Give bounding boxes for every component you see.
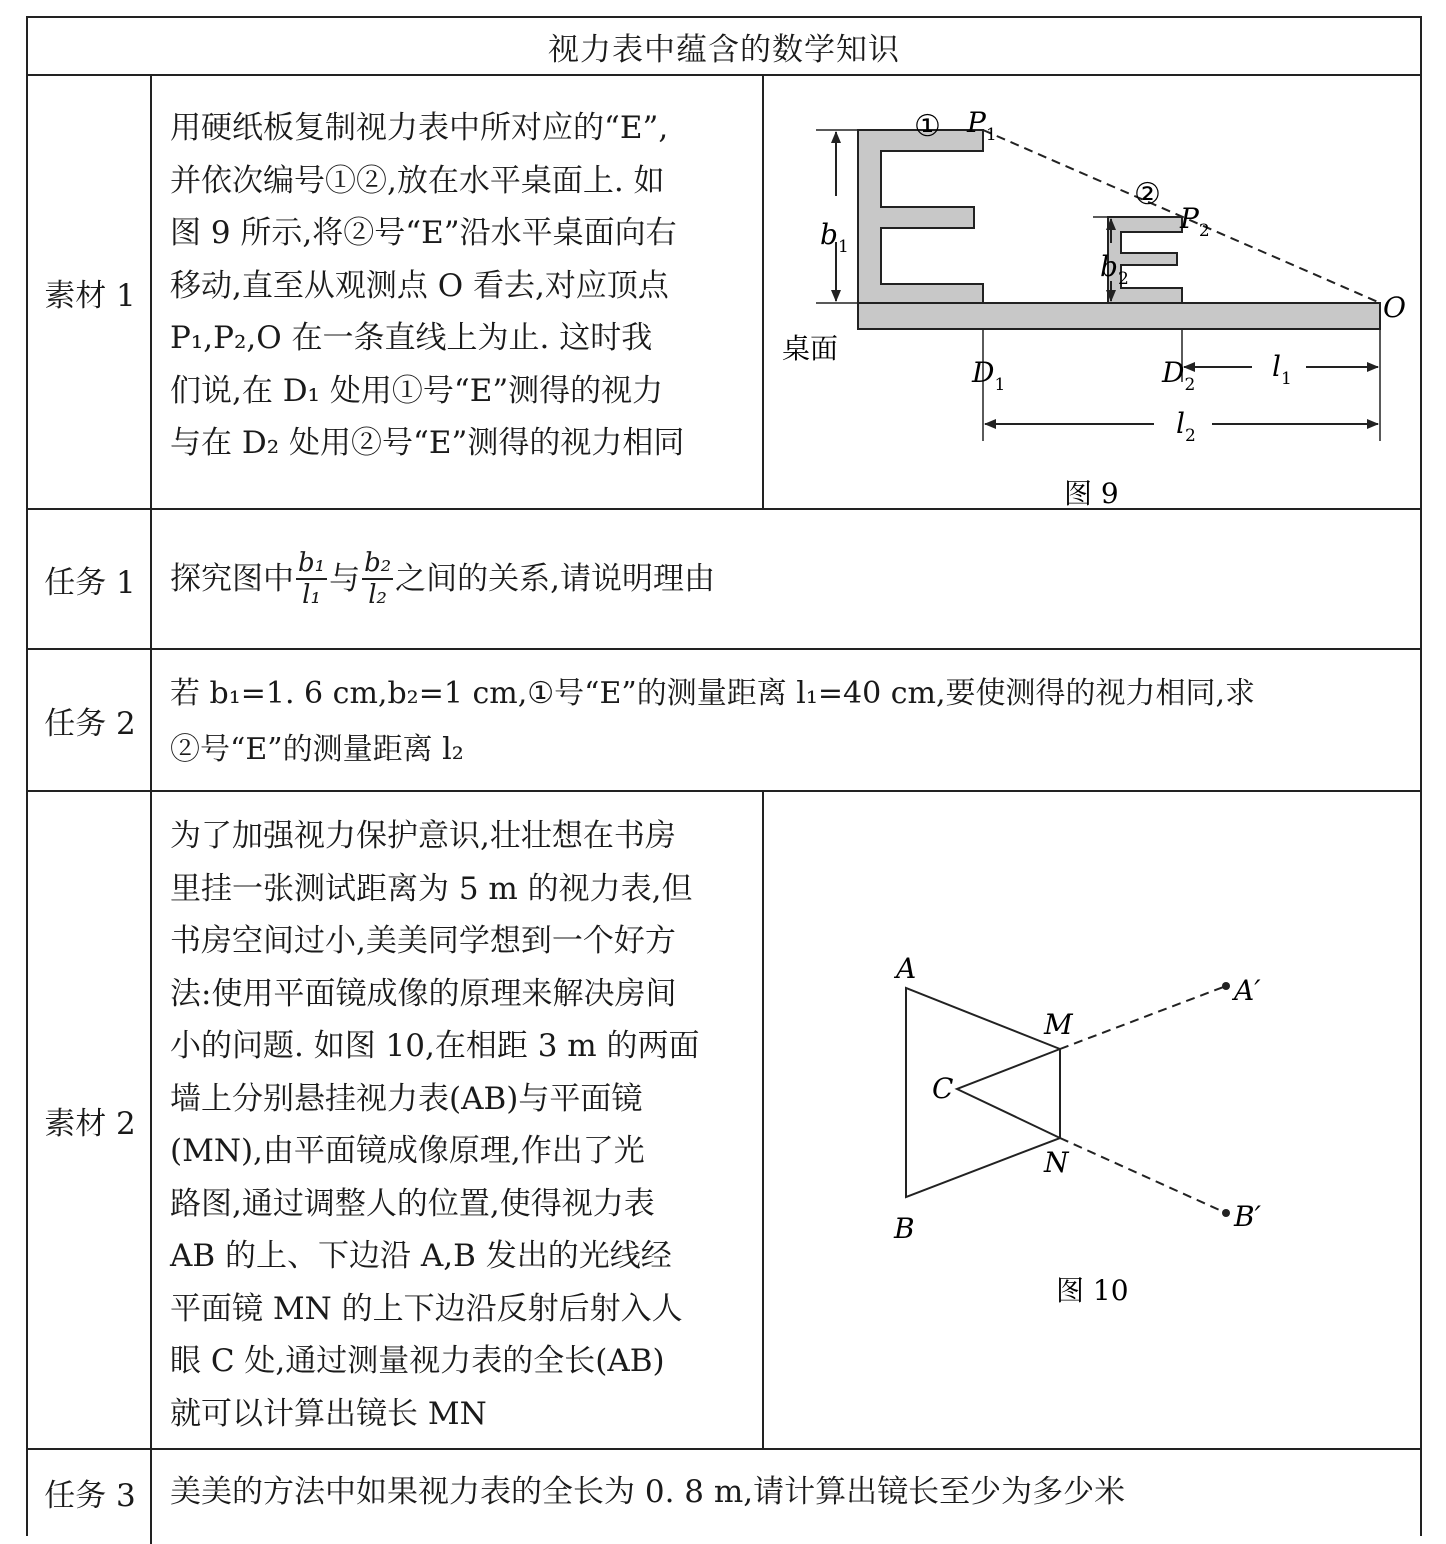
figure-9-caption: 图 9 — [1064, 477, 1119, 506]
label-p2: $P_2$ — [1180, 202, 1210, 241]
dashed-line-n-b2 — [1060, 1138, 1226, 1213]
material1-line: 们说,在 D₁ 处用①号“E”测得的视力 — [170, 372, 664, 409]
label-d2: $D_2$ — [1162, 356, 1196, 395]
label-n: N — [1044, 1146, 1069, 1179]
material1-line: 并依次编号①②,放在水平桌面上. 如 — [170, 162, 665, 199]
material1-text — [170, 102, 762, 470]
material1-label: 素材 1 — [44, 277, 136, 314]
fraction-numerator: b₂ — [364, 548, 392, 578]
point-b-prime — [1222, 1209, 1230, 1217]
label-circle-1: ① — [914, 109, 941, 144]
material2-text — [170, 810, 762, 1440]
task1-text-mid: 与 — [329, 560, 361, 597]
label-b: B — [894, 1212, 915, 1245]
task2-label: 任务 2 — [44, 705, 136, 742]
label-m: M — [1044, 1008, 1073, 1041]
task1-text-after: 之间的关系,请说明理由 — [395, 560, 716, 597]
material2-line: 墙上分别悬挂视力表(AB)与平面镜 — [170, 1080, 643, 1117]
label-c: C — [932, 1072, 954, 1105]
label-b-prime: B′ — [1234, 1200, 1261, 1233]
material2-line: 书房空间过小,美美同学想到一个好方 — [170, 923, 676, 959]
material1-line: 用硬纸板复制视力表中所对应的“E”, — [170, 110, 669, 146]
figure-10-diagram — [764, 792, 1420, 1448]
point-a-prime — [1222, 982, 1230, 990]
material1-line: 图 9 所示,将②号“E”沿水平桌面向右 — [170, 215, 677, 251]
task3-text: 美美的方法中如果视力表的全长为 0. 8 m,请计算出镜长至少为多少米 — [170, 1473, 1126, 1510]
label-desk: 桌面 — [782, 332, 839, 365]
label-d1: $D_1$ — [972, 356, 1006, 395]
label-b1: $b_1$ — [820, 218, 849, 257]
material2-line: 路图,通过调整人的位置,使得视力表 — [170, 1185, 655, 1222]
table-title: 视力表中蕴含的数学知识 — [548, 31, 900, 68]
trapezoid-abmn — [906, 988, 1060, 1197]
material1-line: 与在 D₂ 处用②号“E”测得的视力相同 — [170, 425, 685, 461]
label-b2: $b_2$ — [1100, 250, 1129, 289]
label-l2: $l_2$ — [1176, 407, 1196, 446]
e1-shape — [858, 130, 983, 303]
material2-line: 里挂一张测试距离为 5 m 的视力表,但 — [170, 870, 693, 907]
label-o: O — [1383, 291, 1406, 324]
fraction-numerator: b₁ — [298, 548, 326, 578]
material2-line: 眼 C 处,通过测量视力表的全长(AB) — [170, 1343, 665, 1379]
e2-shape — [1108, 217, 1182, 303]
material2-line: 法:使用平面镜成像的原理来解决房间 — [170, 975, 677, 1012]
fraction-denominator: l₁ — [302, 580, 321, 610]
label-a-prime: A′ — [1234, 974, 1261, 1007]
label-circle-2: ② — [1134, 177, 1161, 212]
task1-text-before: 探究图中 — [170, 560, 294, 597]
material2-line: 平面镜 MN 的上下边沿反射后射入人 — [170, 1290, 683, 1327]
fraction-denominator: l₂ — [368, 580, 387, 610]
row-divider — [28, 648, 1420, 650]
material1-line: P₁,P₂,O 在一条直线上为止. 这时我 — [170, 320, 653, 356]
material2-line: (MN),由平面镜成像原理,作出了光 — [170, 1133, 645, 1169]
fraction-b1-l1 — [296, 550, 327, 608]
material2-line: 小的问题. 如图 10,在相距 3 m 的两面 — [170, 1028, 700, 1064]
figure-9-diagram — [764, 76, 1420, 506]
task1-text — [170, 510, 715, 648]
task2-line: 若 b₁=1. 6 cm,b₂=1 cm,①号“E”的测量距离 l₁=40 cm,要使测得的视力相同,求 — [170, 676, 1256, 711]
light-path-c — [957, 1049, 1060, 1138]
task1-label: 任务 1 — [44, 564, 136, 601]
material2-label: 素材 2 — [44, 1105, 136, 1142]
desk-surface — [858, 303, 1380, 329]
label-l1: $l_1$ — [1272, 350, 1292, 389]
label-p1: $P_1$ — [967, 106, 997, 145]
fraction-b2-l2 — [362, 550, 393, 608]
figure-10-caption: 图 10 — [1056, 1274, 1129, 1307]
material1-line: 移动,直至从观测点 O 看去,对应顶点 — [170, 267, 669, 304]
dashed-line-m-a2 — [1060, 986, 1226, 1049]
knowledge-table — [26, 16, 1422, 1536]
task2-line: ②号“E”的测量距离 l₂ — [170, 732, 464, 767]
material2-line: 就可以计算出镜长 MN — [170, 1395, 487, 1432]
label-a: A — [896, 952, 917, 985]
material2-line: 为了加强视力保护意识,壮壮想在书房 — [170, 818, 676, 854]
task3-label: 任务 3 — [44, 1477, 136, 1514]
task2-text — [170, 666, 1420, 778]
material2-line: AB 的上、下边沿 A,B 发出的光线经 — [170, 1238, 672, 1274]
